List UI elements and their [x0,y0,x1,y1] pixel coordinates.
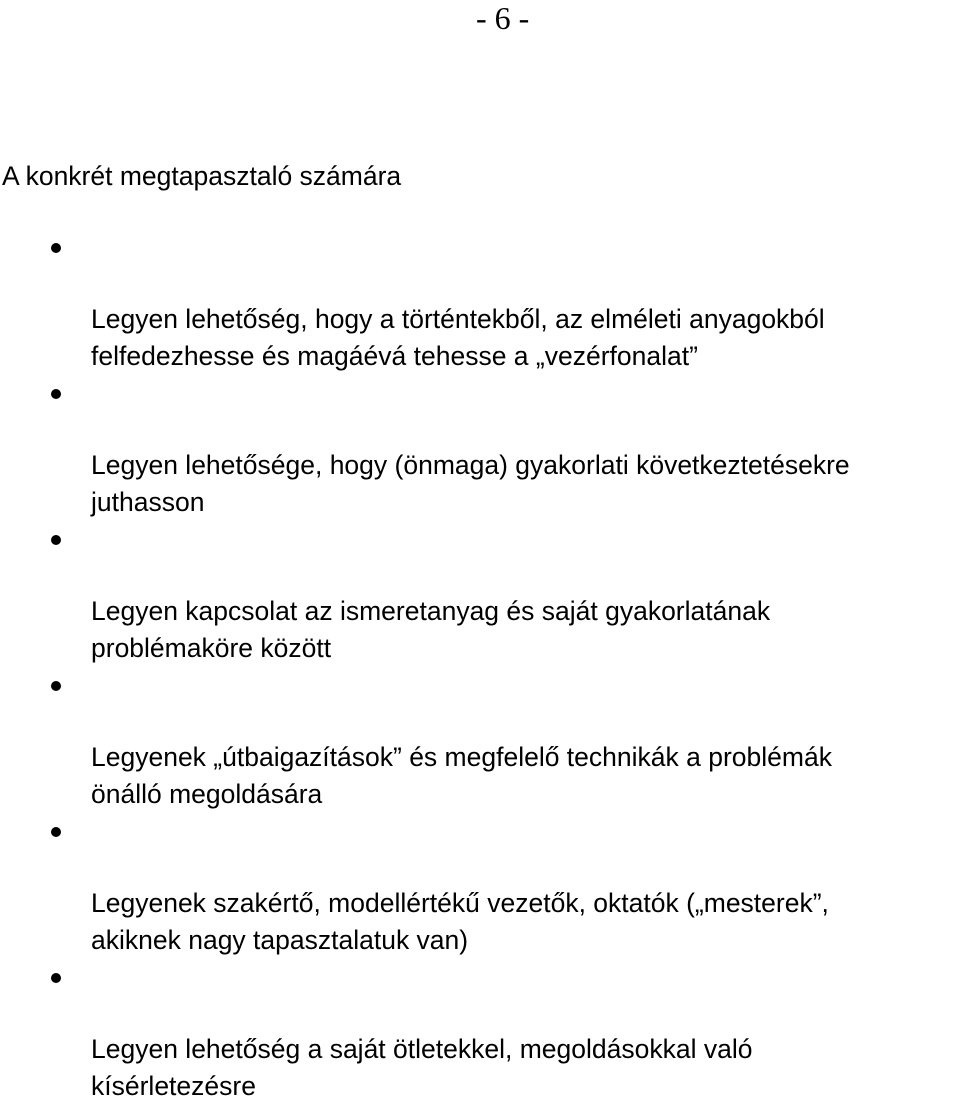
bullet-dot-icon [51,681,61,691]
list-item [0,520,960,666]
list-item-text: Legyenek szakértő, modellértékű vezetők, oktatók („mesterek”, akiknek nagy tapasztalatuk van) [91,888,829,955]
bullet-dot-icon [51,389,61,399]
list-item [0,812,960,958]
list-item-text: Legyen lehetősége, hogy (önmaga) gyakorlati következtetésekre juthasson [91,450,850,517]
page-number: - 6 - [476,0,530,36]
bullet-dot-icon [51,973,61,983]
bullet-dot-icon [51,535,61,545]
list-item-text: Legyen lehetőség, hogy a történtekből, az elméleti anyagokból felfedezhesse és magáévá tehesse a „vezérfonalat” [91,304,825,371]
list-item-text: Legyen lehetőség a saját ötletekkel, megoldásokkal való kísérletezésre [91,1034,753,1101]
list-item [0,374,960,520]
list-item [0,228,960,374]
section-heading: A konkrét megtapasztaló számára [2,161,402,191]
bullet-dot-icon [51,243,61,253]
bullet-list [0,228,960,1104]
list-item [0,958,960,1104]
list-item-text: Legyen kapcsolat az ismeretanyag és saját gyakorlatának problémaköre között [91,596,771,663]
list-item [0,666,960,812]
bullet-dot-icon [51,827,61,837]
list-item-text: Legyenek „útbaigazítások” és megfelelő technikák a problémák önálló megoldására [91,742,832,809]
